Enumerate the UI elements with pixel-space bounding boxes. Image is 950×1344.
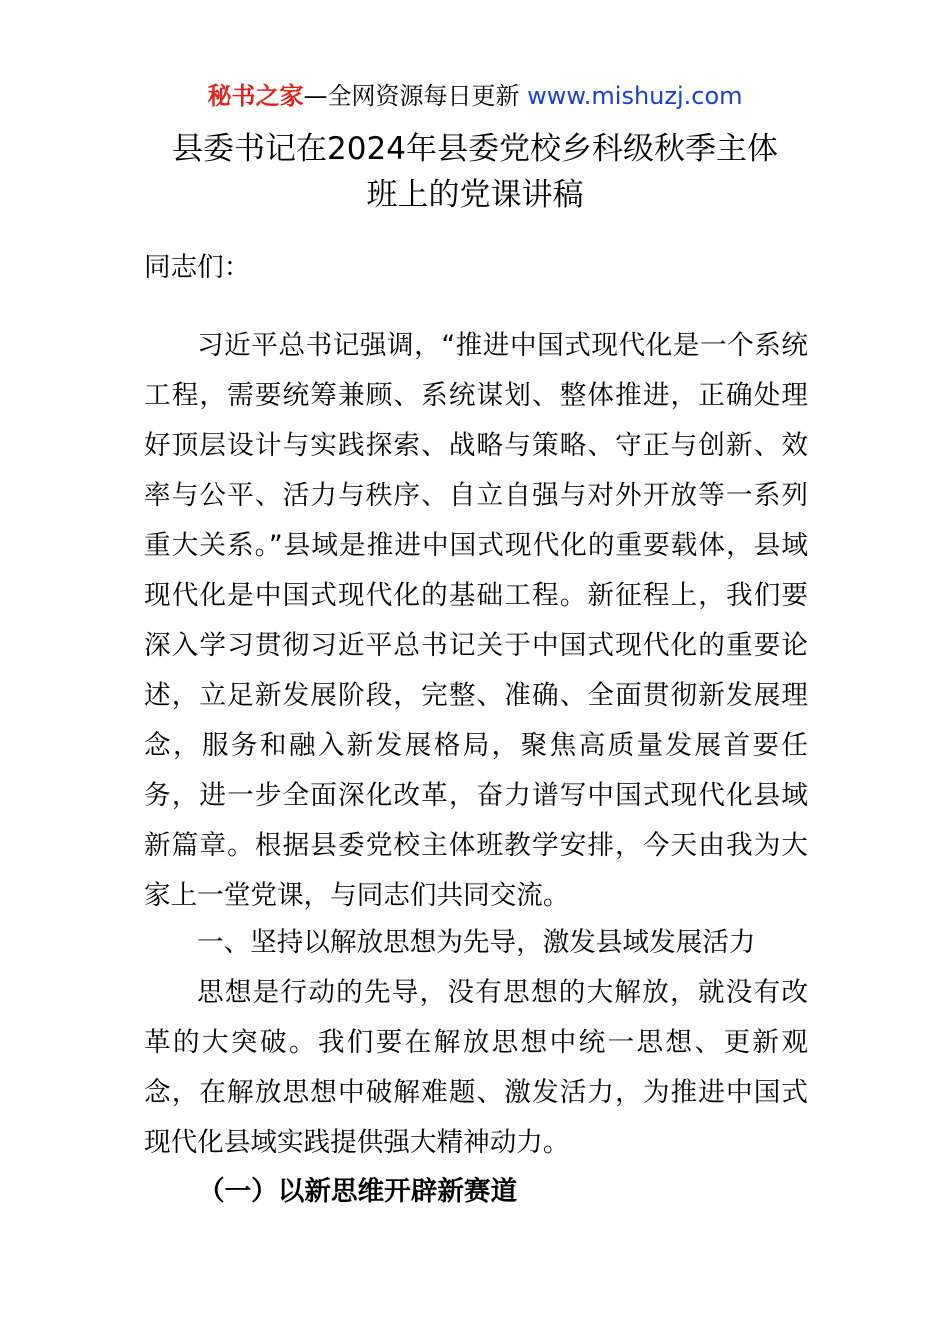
paragraph-section-1: 思想是行动的先导，没有思想的大解放，就没有改革的大突破。我们要在解放思想中统一思想、更新观念，在解放思想中破解难题、激发活力，为推进中国式现代化县域实践提供强大精神动力。 <box>144 977 808 1158</box>
salutation: 同志们： <box>144 252 251 283</box>
document-title-line-2: 班上的党课讲稿 <box>366 177 584 213</box>
site-url-link[interactable]: www.mishuzj.com <box>527 82 743 110</box>
document-title-line-1: 县委书记在2024年县委党校乡科级秋季主体 <box>172 131 778 167</box>
subsection-heading-1: （一）以新思维开辟新赛道 <box>198 1176 518 1207</box>
site-tagline: —全网资源每日更新 <box>303 82 528 110</box>
section-heading-1: 一、坚持以解放思想为先导，激发县域发展活力 <box>197 927 756 958</box>
paragraph-intro: 习近平总书记强调，“推进中国式现代化是一个系统工程，需要统筹兼顾、系统谋划、整体推进，正确处理好顶层设计与实践探索、战略与策略、守正与创新、效率与公平、活力与秩序、自立自强与对外开放等一系列重大关系。”县域是推进中国式现代化的重要载体，县域现代化是中国式现代化的基础工程。新征程上，我们要深入学习贯彻习近平总书记关于中国式现代化的重要论述，立足新发展阶段，完整、准确、全面贯彻新发展理念，服务和融入新发展格局，聚焦高质量发展首要任务，进一步全面深化改革，奋力谱写中国式现代化县域新篇章。根据县委党校主体班教学安排，今天由我为大家上一堂党课，与同志们共同交流。 <box>144 330 808 911</box>
document-title <box>100 126 850 218</box>
site-name: 秘书之家 <box>207 82 304 110</box>
site-header <box>0 80 950 112</box>
